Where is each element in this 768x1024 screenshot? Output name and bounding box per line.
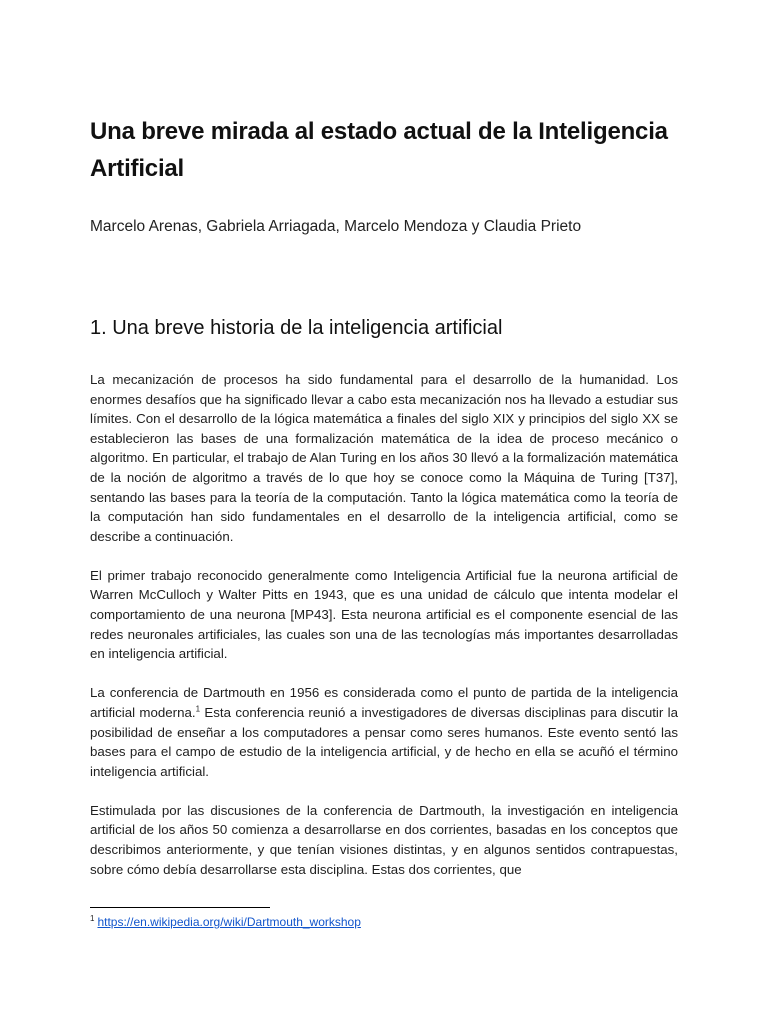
section-body (90, 370, 678, 899)
paragraph-3 (90, 683, 678, 781)
paragraph-3-text-b: Esta conferencia reunió a investigadores de diversas disciplinas para discutir la posibilidad de enseñar a los computadores a pensar como seres humanos. Este evento sentó las bases para el campo de estudio de la inteligencia artificial, y de hecho en ella se acuñó el término inteligencia artificial. (90, 704, 678, 779)
paragraph-3-text-a: La conferencia de Dartmouth en 1956 es considerada como el punto de partida de la inteligencia artificial moderna. (90, 685, 678, 720)
paragraph-4: Estimulada por las discusiones de la conferencia de Dartmouth, la investigación en inteligencia artificial de los años 50 comienza a desarrollarse en dos corrientes, basadas en los conceptos que describimos anteriormente, y que tenían visiones distintas, y en algunos sentidos contrapuestas, sobre cómo debía desarrollarse esta disciplina. Estas dos corrientes, que (90, 802, 678, 877)
author-list: Marcelo Arenas, Gabriela Arriagada, Marcelo Mendoza y Claudia Prieto (90, 218, 582, 235)
footnote (90, 913, 678, 931)
footnote-link[interactable]: https://en.wikipedia.org/wiki/Dartmouth_workshop (97, 915, 361, 929)
paragraph-1: La mecanización de procesos ha sido fundamental para el desarrollo de la humanidad. Los enormes desafíos que ha significado llevar a cabo esta mecanización nos ha llevado a estudiar sus límites. Con el desarrollo de la lógica matemática a finales del siglo XIX y principios del siglo XX se establecieron las bases de una formalización matemática de la idea de proceso mecánico o algoritmo. En particular, el trabajo de Alan Turing en los años 30 llevó a la formalización matemática de la noción de algoritmo a través de lo que hoy se conoce como la Máquina de Turing [T37], sentando las bases para la teoría de la computación. Tanto la lógica matemática como la teoría de la computación han sido fundamentales en el desarrollo de la inteligencia artificial, como se describe a continuación. (90, 372, 678, 544)
section-heading: 1. Una breve historia de la inteligencia artificial (90, 317, 503, 339)
footnote-number: 1 (90, 914, 95, 923)
footnote-separator (90, 907, 270, 908)
footnote-reference[interactable]: 1 (195, 704, 201, 714)
paragraph-2: El primer trabajo reconocido generalmente como Inteligencia Artificial fue la neurona artificial de Warren McCulloch y Walter Pitts en 1943, que es una unidad de cálculo que intenta modelar el comportamiento de una neurona [MP43]. Esta neurona artificial es el componente esencial de las redes neuronales artificiales, las cuales son una de las tecnologías más importantes desarrolladas en inteligencia artificial. (90, 567, 678, 662)
document-title: Una breve mirada al estado actual de la Inteligencia Artificial (90, 118, 668, 182)
